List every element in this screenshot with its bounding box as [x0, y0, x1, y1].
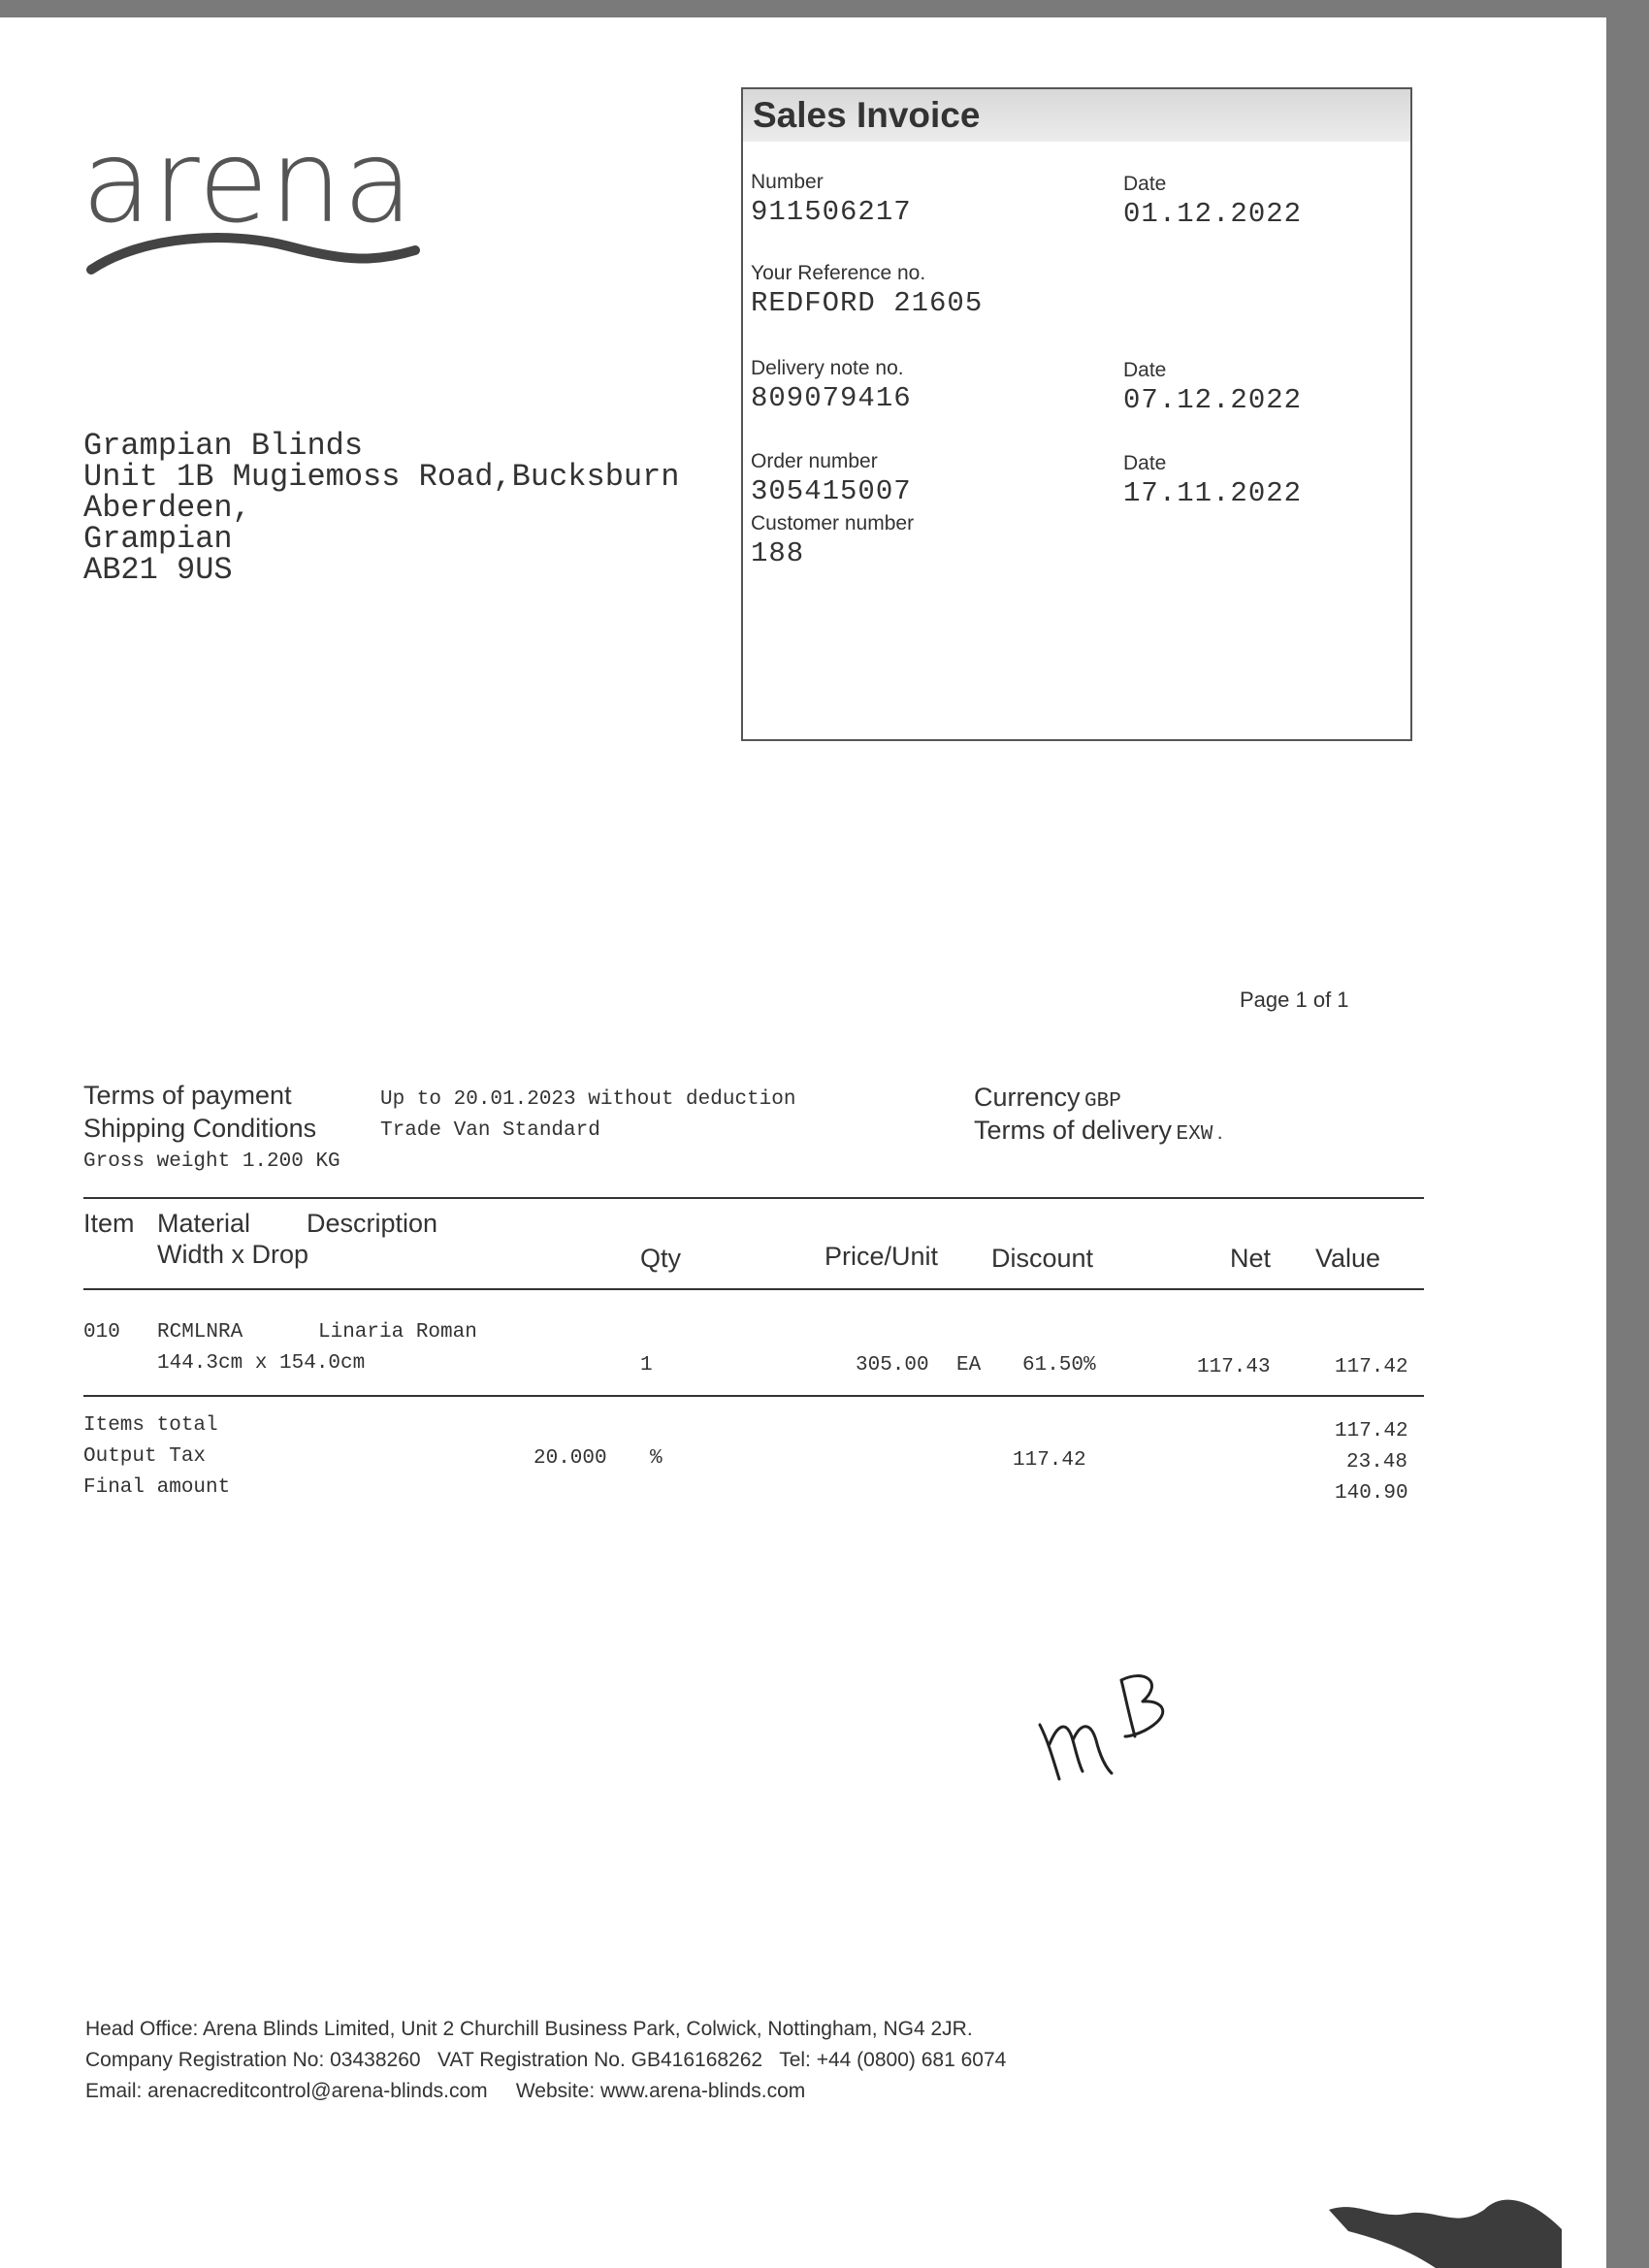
col-value: Value — [1315, 1244, 1381, 1273]
tax-percent: % — [650, 1447, 663, 1470]
delivery-terms-value: EXW — [1176, 1123, 1213, 1146]
row-qty: 1 — [640, 1354, 653, 1377]
gross-weight: Gross weight 1.200 KG — [83, 1150, 340, 1173]
customer-number-label: Customer number — [751, 512, 915, 535]
order-number-label: Order number — [751, 450, 878, 472]
customer-address — [83, 428, 680, 588]
invoice-info-box — [741, 87, 1412, 741]
footer-registration: Company Registration No: 03438260 VAT Registration No. GB416168262 Tel: +44 (0800) 681 6074 — [85, 2049, 1007, 2071]
address-line: AB21 9US — [83, 552, 233, 588]
invoice-date: 01.12.2022 — [1123, 198, 1303, 230]
page-info: Page 1 of 1 — [1240, 988, 1349, 1012]
date-label: Date — [1123, 173, 1167, 195]
row-price: 305.00 — [856, 1354, 929, 1377]
invoice-header — [743, 89, 1410, 142]
row-material: RCMLNRA — [157, 1321, 243, 1344]
shipping-label: Shipping Conditions — [83, 1114, 317, 1143]
row-net: 117.43 — [1197, 1356, 1271, 1378]
divider — [83, 1197, 1424, 1199]
address-line: Grampian — [83, 521, 233, 557]
final-amount-label: Final amount — [83, 1476, 231, 1499]
col-price: Price/Unit — [824, 1242, 939, 1271]
delivery-terms-suffix: . — [1216, 1121, 1223, 1144]
divider — [83, 1288, 1424, 1290]
handwritten-signature — [1028, 1647, 1183, 1802]
currency-label: Currency — [974, 1083, 1081, 1112]
tax-rate: 20.000 — [534, 1447, 607, 1470]
logo-swoosh-icon — [85, 225, 425, 283]
address-line: Grampian Blinds — [83, 428, 364, 464]
address-line: Unit 1B Mugiemoss Road,Bucksburn — [83, 459, 680, 495]
delivery-terms-row — [974, 1116, 1223, 1146]
invoice-page — [0, 17, 1606, 2268]
items-total-label: Items total — [83, 1414, 218, 1437]
col-discount: Discount — [991, 1244, 1094, 1273]
items-total-value: 117.42 — [1335, 1420, 1408, 1442]
invoice-title: Sales Invoice — [753, 95, 981, 135]
address-line: Aberdeen, — [83, 490, 251, 526]
reference-value: REDFORD 21605 — [751, 287, 984, 319]
terms-payment-value: Up to 20.01.2023 without deduction — [380, 1088, 796, 1111]
delivery-note-label: Delivery note no. — [751, 357, 904, 379]
arena-logo — [81, 114, 414, 248]
col-material: Material — [157, 1209, 251, 1238]
footer-head-office: Head Office: Arena Blinds Limited, Unit 2 Churchill Business Park, Colwick, Nottingham, NG4 2JR. — [85, 2018, 973, 2040]
delivery-date-label: Date — [1123, 359, 1167, 381]
col-width-drop: Width x Drop — [157, 1240, 309, 1269]
scan-smudge — [1319, 2171, 1571, 2268]
customer-number-value: 188 — [751, 537, 805, 569]
delivery-terms-label: Terms of delivery — [974, 1116, 1173, 1145]
order-date-value: 17.11.2022 — [1123, 477, 1303, 509]
col-description: Description — [307, 1209, 438, 1238]
row-description: Linaria Roman — [318, 1321, 477, 1344]
number-label: Number — [751, 171, 824, 193]
currency-value: GBP — [1083, 1090, 1121, 1113]
delivery-note-value: 809079416 — [751, 382, 912, 414]
reference-label: Your Reference no. — [751, 262, 926, 284]
col-qty: Qty — [640, 1244, 682, 1273]
col-net: Net — [1230, 1244, 1272, 1273]
tax-base: 117.42 — [1013, 1449, 1086, 1472]
logo-text: arena — [81, 114, 414, 248]
delivery-date-value: 07.12.2022 — [1123, 384, 1303, 416]
terms-payment-label: Terms of payment — [83, 1081, 292, 1110]
row-item: 010 — [83, 1321, 120, 1344]
order-date-label: Date — [1123, 452, 1167, 474]
row-unit: EA — [956, 1354, 982, 1377]
row-discount: 61.50% — [1022, 1354, 1096, 1377]
row-value: 117.42 — [1335, 1356, 1408, 1378]
shipping-value: Trade Van Standard — [380, 1119, 600, 1142]
divider — [83, 1395, 1424, 1397]
order-number-value: 305415007 — [751, 475, 912, 507]
invoice-number: 911506217 — [751, 196, 912, 228]
row-size: 144.3cm x 154.0cm — [157, 1352, 366, 1375]
col-item: Item — [83, 1209, 135, 1238]
tax-value: 23.48 — [1346, 1451, 1408, 1474]
tax-label: Output Tax — [83, 1445, 207, 1468]
currency-row — [974, 1083, 1121, 1113]
final-amount-value: 140.90 — [1335, 1482, 1408, 1505]
footer-contact: Email: arenacreditcontrol@arena-blinds.com Website: www.arena-blinds.com — [85, 2080, 806, 2102]
